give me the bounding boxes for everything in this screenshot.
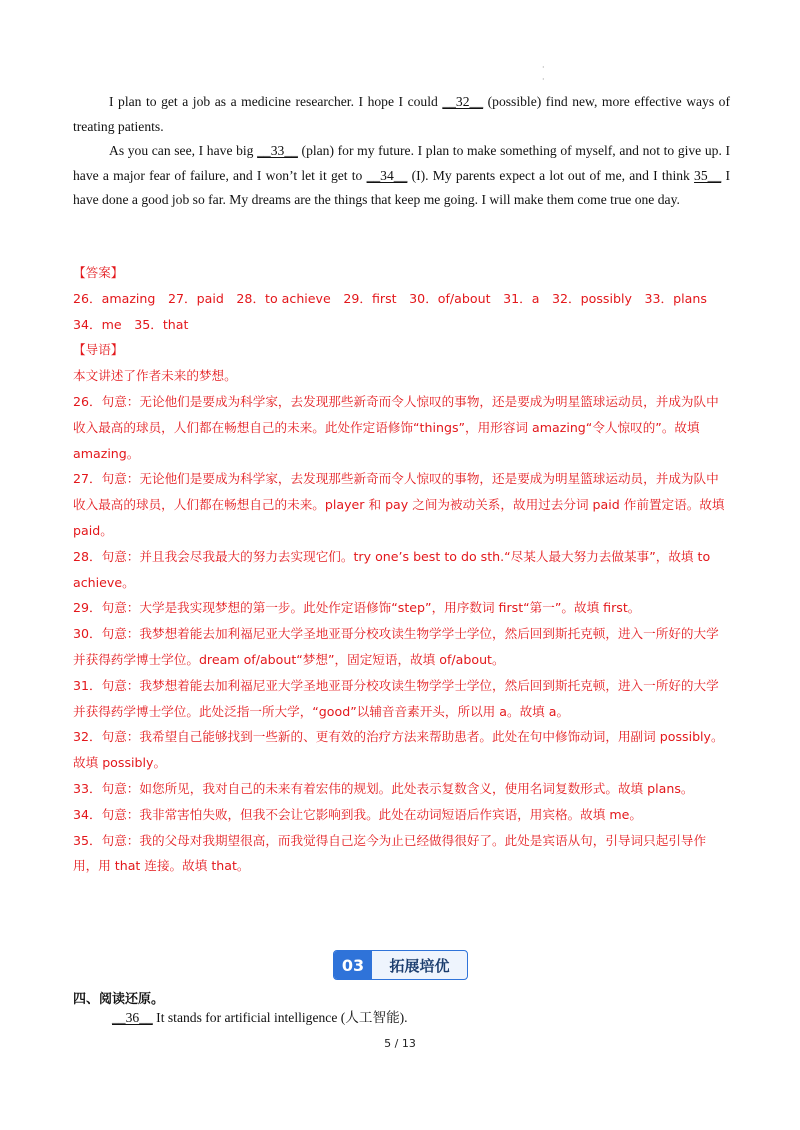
explanation-35: 35．句意：我的父母对我期望很高，而我觉得自己迄今为止已经做得很好了。此处是宾语从句，引导词只起引导作用，用 that 连接。故填 that。 — [73, 832, 707, 874]
blank-32: __32__ — [442, 94, 484, 109]
explanation-28: 28．句意：并且我会尽我最大的努力去实现它们。try one’s best to do sth.“尽某人最大努力去做某事”，故填 to achieve。 — [73, 548, 711, 590]
banner-number: 03 — [334, 951, 372, 979]
answer-list: 26．amazing 27．paid 28．to achieve 29．first 30．of/about 31．a 32．possibly 33．plans 34．me 35．that — [73, 290, 720, 332]
question-36 — [112, 1006, 408, 1026]
page-number: 5 / 13 — [384, 1037, 416, 1050]
explanation-27: 27．句意：无论他们是要成为科学家，去发现那些新奇而令人惊叹的事物，还是要成为明星篮球运动员，并成为队中收入最高的球员，人们都在畅想自己的未来。player 和 pay 之间为被动关系，故用过去分词 paid 作前置定语。故填 paid。 — [73, 471, 725, 538]
guide-text: 本文讲述了作者未来的梦想。 — [73, 368, 237, 384]
passage — [73, 90, 730, 213]
section-heading: 四、阅读还原。 — [73, 992, 165, 1007]
passage-text: (I). My parents expect a lot out of me, and I think — [407, 167, 695, 183]
banner-title: 拓展培优 — [389, 956, 450, 975]
corner-dot: · — [542, 63, 545, 72]
question-36-text: It stands for artificial intelligence (人工智能). — [152, 1010, 408, 1025]
section-banner — [333, 950, 468, 980]
passage-text: (possible) find new, more effective ways of treating patients. — [73, 94, 730, 134]
passage-text: As you can see, I have big — [109, 143, 258, 158]
corner-dot: · — [542, 75, 545, 84]
explanation-33: 33．句意：如您所见，我对自己的未来有着宏伟的规划。此处表示复数含义，使用名词复数形式。故填 plans。 — [73, 780, 694, 796]
answer-heading: 【答案】 — [73, 265, 124, 280]
blank-35: 35__ — [694, 167, 722, 183]
passage-text: I have done a good job so far. My dreams are the things that keep me going. I will make them come true one day. — [73, 167, 730, 207]
guide-heading: 【导语】 — [73, 342, 124, 358]
passage-text: (plan) for my future. I plan to make something of myself, and not to give up. I have a major fear of failure, and I won’t let it get to — [73, 143, 731, 183]
passage-paragraph — [73, 90, 730, 139]
passage-text: I plan to get a job as a medicine researcher. I hope I could — [109, 94, 443, 109]
explanation-26: 26．句意：无论他们是要成为科学家，去发现那些新奇而令人惊叹的事物，还是要成为明星篮球运动员，并成为队中收入最高的球员，人们都在畅想自己的未来。此处作定语修饰“things”，用形容词 amazing“令人惊叹的”。故填 amazing。 — [73, 393, 719, 461]
explanation-30: 30．句意：我梦想着能去加利福尼亚大学圣地亚哥分校攻读生物学学士学位，然后回到斯托克顿，进入一所好的大学并获得药学博士学位。dream of/about“梦想”，固定短语，故填 of/about。 — [73, 626, 719, 667]
explanation-34: 34．句意：我非常害怕失败，但我不会让它影响到我。此处在动词短语后作宾语，用宾格。故填 me。 — [73, 806, 642, 822]
blank-36: __36__ — [112, 1010, 153, 1025]
blank-33: __33__ — [257, 143, 298, 158]
passage-paragraph — [73, 139, 730, 213]
blank-34: __34__ — [366, 167, 408, 183]
explanation-31: 31．句意：我梦想着能去加利福尼亚大学圣地亚哥分校攻读生物学学士学位，然后回到斯托克顿，进入一所好的大学并获得药学博士学位。此处泛指一所大学，“good”以辅音音素开头，所以用 a。故填 a。 — [73, 677, 719, 719]
corner-marks — [542, 62, 545, 86]
explanation-32: 32．句意：我希望自己能够找到一些新的、更有效的治疗方法来帮助患者。此处在句中修饰动词，用副词 possibly。故填 possibly。 — [73, 729, 724, 771]
explanation-29: 29．句意：大学是我实现梦想的第一步。此处作定语修饰“step”，用序数词 first“第一”。故填 first。 — [73, 600, 641, 616]
answer-section — [73, 260, 725, 879]
